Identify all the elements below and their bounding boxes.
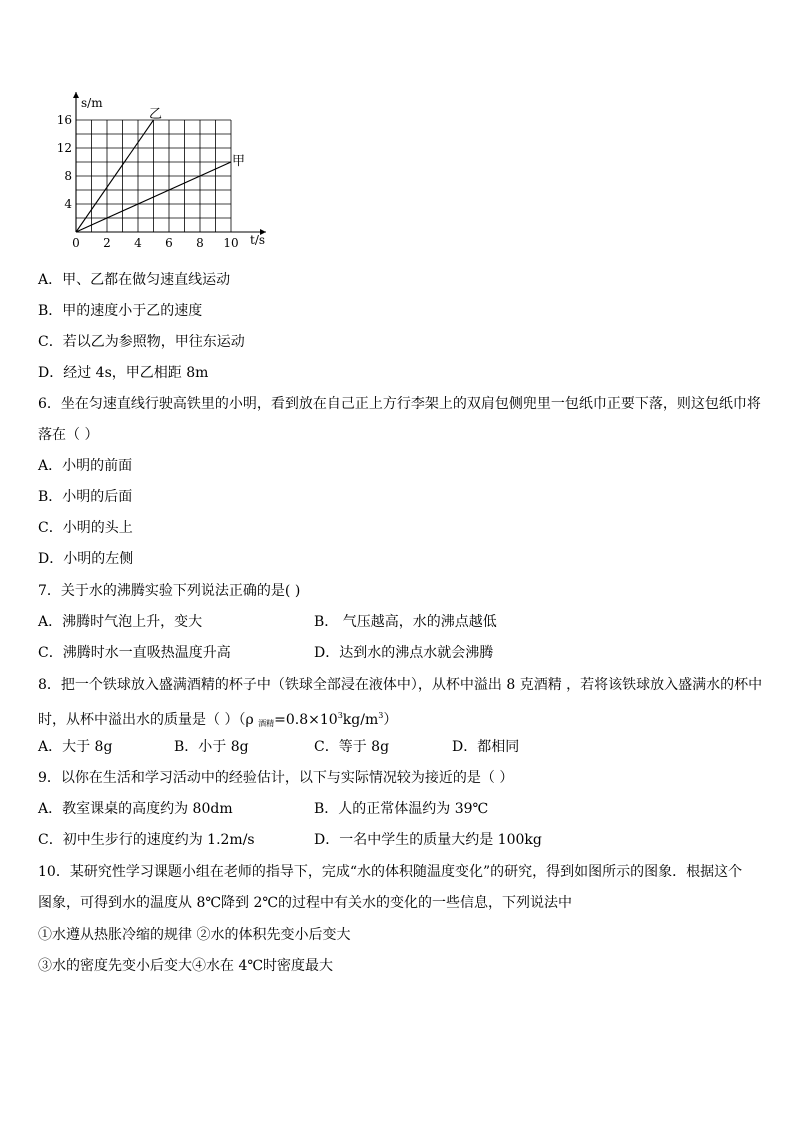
x-tick-label: 6 (165, 236, 173, 250)
q6-stem-line2: 落在（ ） (38, 427, 99, 443)
x-tick-label: 10 (223, 236, 239, 250)
q6-stem-line1: 6．坐在匀速直线行驶高铁里的小明，看到放在自己正上方行李架上的双肩包侧兜里一包纸巾正要下落，则这包纸巾将 (38, 396, 761, 412)
unit-superscript: 3 (378, 711, 384, 720)
q7-option-b: B． 气压越高，水的沸点越低 (314, 614, 497, 630)
q9-option-d: D．一名中学生的质量大约是 100kg (314, 832, 542, 848)
x-tick-label: 2 (103, 236, 111, 250)
y-tick-label: 12 (56, 141, 72, 155)
q6-option-c: C．小明的头上 (38, 520, 133, 536)
q8-stem-line1: 8．把一个铁球放入盛满酒精的杯子中（铁球全部浸在液体中），从杯中溢出 8 克酒精 ，若将该铁球放入盛满水的杯中 (38, 677, 763, 693)
y-tick-label: 4 (64, 197, 72, 211)
st-chart (52, 88, 282, 253)
q8-density-value: =0.8×10 (274, 712, 338, 728)
x-tick-label: 8 (196, 236, 204, 250)
q7-option-d: D．达到水的沸点水就会沸腾 (314, 645, 494, 661)
q5-option-c: C．若以乙为参照物，甲往东运动 (38, 334, 245, 350)
q10-items-line1: ①水遵从热胀冷缩的规律 ②水的体积先变小后变大 (38, 927, 351, 943)
q8-option-c: C．等于 8g (314, 739, 390, 755)
y-axis-arrow (73, 92, 79, 98)
x-tick-label: 4 (134, 236, 142, 250)
rho-subscript: 酒精 (258, 719, 275, 728)
power-superscript: 3 (337, 711, 343, 720)
q10-stem-line1: 10．某研究性学习课题小组在老师的指导下，完成“水的体积随温度变化”的研究，得到如图所示的图象．根据这个 (38, 864, 743, 880)
q8-density-unit: kg/m (342, 712, 379, 728)
chart-grid (76, 120, 231, 232)
q10-items-line2: ③水的密度先变小后变大④水在 4℃时密度最大 (38, 958, 334, 974)
q9-option-b: B．人的正常体温约为 39℃ (314, 801, 489, 817)
q9-stem: 9．以你在生活和学习活动中的经验估计，以下与实际情况较为接近的是（ ） (38, 770, 514, 786)
q5-option-a: A．甲、乙都在做匀速直线运动 (38, 272, 231, 288)
q6-option-d: D．小明的左侧 (38, 551, 134, 567)
x-tick-label: 0 (72, 236, 80, 250)
q8-option-b: B．小于 8g (174, 739, 249, 755)
x-axis-label: t/s (250, 233, 266, 247)
q9-option-c: C．初中生步行的速度约为 1.2m/s (38, 832, 255, 848)
q5-option-b: B．甲的速度小于乙的速度 (38, 303, 203, 319)
q10-stem-line2: 图象，可得到水的温度从 8℃降到 2℃的过程中有关水的变化的一些信息，下列说法中 (38, 895, 573, 911)
q6-option-b: B．小明的后面 (38, 489, 133, 505)
q7-option-a: A．沸腾时气泡上升，变大 (38, 614, 203, 630)
y-tick-label: 16 (56, 113, 72, 127)
y-axis-label: s/m (81, 96, 103, 110)
y-tick-label: 8 (64, 169, 72, 183)
q8-stem-line2 (38, 707, 397, 733)
q8-option-d: D．都相同 (452, 739, 520, 755)
q8-stem-line2-suffix: ） (383, 712, 398, 728)
series-label-yi: 乙 (149, 107, 163, 122)
q9-option-a: A．教室课桌的高度约为 80dm (38, 801, 233, 817)
q6-option-a: A．小明的前面 (38, 458, 133, 474)
chart-tick-labels (57, 113, 239, 250)
q7-stem: 7．关于水的沸腾实验下列说法正确的是( ) (38, 583, 301, 599)
q7-option-c: C．沸腾时水一直吸热温度升高 (38, 645, 231, 661)
series-label-jia: 甲 (232, 154, 246, 169)
q8-stem-line2-prefix: 时，从杯中溢出水的质量是（ ）（ρ (38, 712, 259, 728)
q5-option-d: D．经过 4s，甲乙相距 8m (38, 365, 209, 381)
q8-option-a: A．大于 8g (38, 739, 113, 755)
